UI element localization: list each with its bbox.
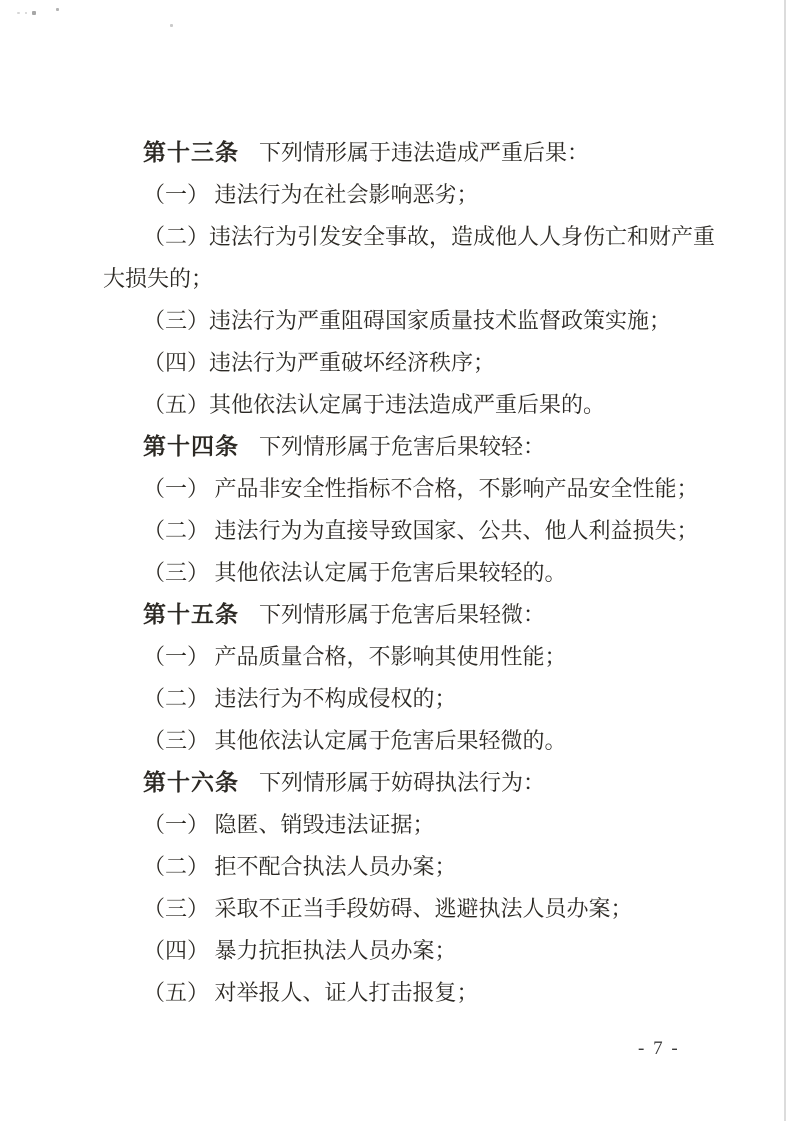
article-15-item-1: （一） 产品质量合格，不影响其使用性能； [143,644,567,669]
article-13 [103,132,715,426]
article-15-heading [103,594,715,636]
article-16 [103,762,715,1014]
article-15-number: 第十五条 [143,602,239,628]
article-14-title: 下列情形属于危害后果较轻： [259,434,546,459]
article-16-number: 第十六条 [143,770,239,796]
article-14-heading [103,426,715,468]
article-14-number: 第十四条 [143,434,239,460]
article-16-item-4: （四） 暴力抗拒执法人员办案； [143,938,457,963]
article-14-item-2: （二） 违法行为为直接导致国家、公共、他人利益损失； [143,518,699,543]
article-15 [103,594,715,762]
article-13-number: 第十三条 [143,140,239,166]
article-16-heading [103,762,715,804]
article-16-title: 下列情形属于妨碍执法行为： [259,770,546,795]
article-14-item-1: （一） 产品非安全性指标不合格，不影响产品安全性能； [143,476,699,501]
article-16-item-1: （一） 隐匿、销毁违法证据； [143,812,435,837]
article-16-item-3: （三） 采取不正当手段妨碍、逃避执法人员办案； [143,896,633,921]
article-13-item-1: （一） 违法行为在社会影响恶劣； [143,182,479,207]
article-16-item-5: （五） 对举报人、证人打击报复； [143,980,479,1005]
article-15-title: 下列情形属于危害后果轻微： [259,602,546,627]
article-13-item-3: （三）违法行为严重阻碍国家质量技术监督政策实施； [143,308,672,333]
scan-edge-artifact [784,0,786,1121]
article-13-item-4: （四）违法行为严重破坏经济秩序； [143,350,496,375]
article-13-title: 下列情形属于违法造成严重后果： [259,140,590,165]
article-14 [103,426,715,594]
page-number: - 7 - [638,1038,680,1059]
article-13-heading [103,132,715,174]
article-16-item-2: （二） 拒不配合执法人员办案； [143,854,457,879]
article-15-item-3: （三） 其他依法认定属于危害后果轻微的。 [143,728,567,753]
article-14-item-3: （三） 其他依法认定属于危害后果较轻的。 [143,560,567,585]
article-13-item-5: （五）其他依法认定属于违法造成严重后果的。 [143,392,606,417]
article-13-item-2: （二）违法行为引发安全事故，造成他人人身伤亡和财产重大损失的； [103,224,716,291]
article-15-item-2: （二） 违法行为不构成侵权的； [143,686,457,711]
